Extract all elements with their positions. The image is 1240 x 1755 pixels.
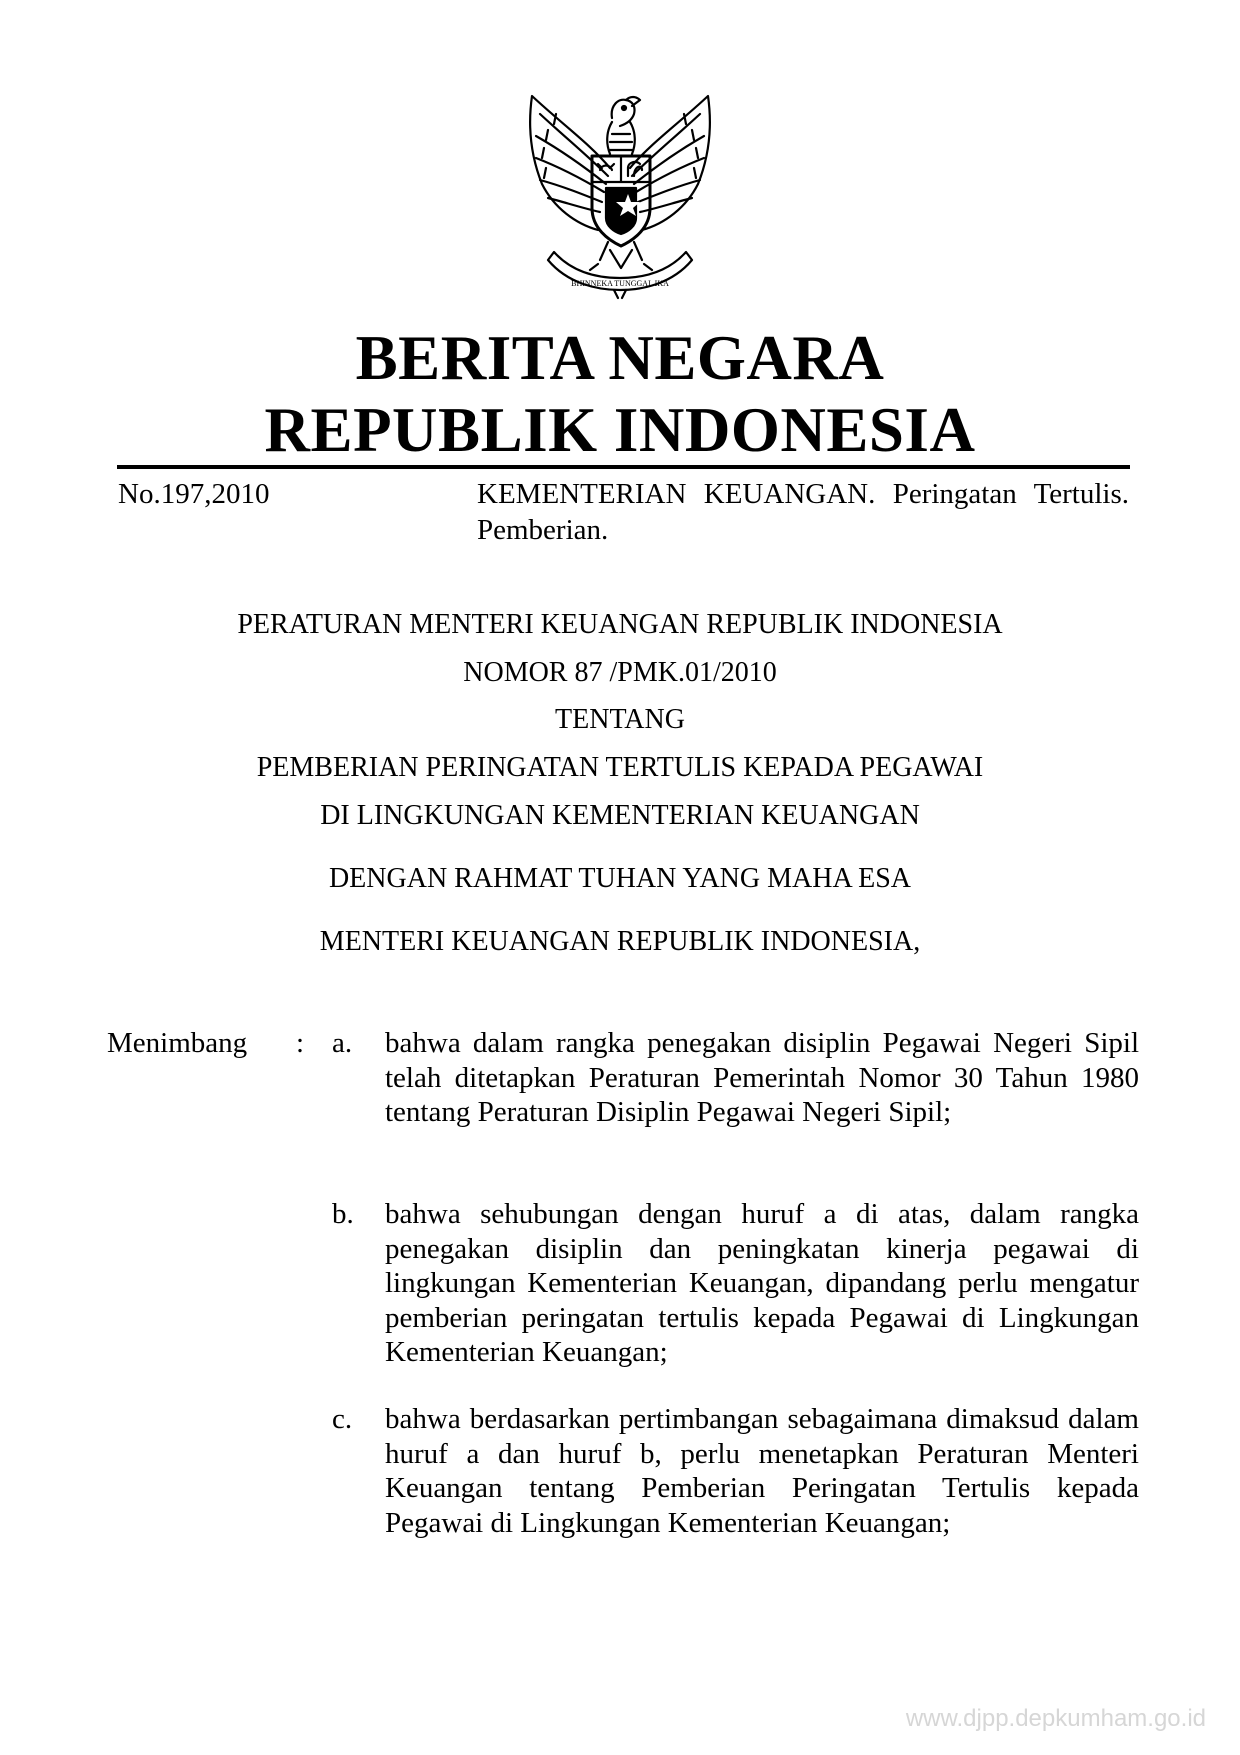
watermark-url: www.djpp.depkumham.go.id xyxy=(905,1705,1206,1732)
consideration-marker: a. xyxy=(332,1027,353,1059)
consideration-marker: b. xyxy=(332,1198,354,1230)
considerations-colon: : xyxy=(296,1027,305,1059)
preamble-minister: MENTERI KEUANGAN REPUBLIK INDONESIA, xyxy=(319,926,921,957)
regulation-number: NOMOR 87 /PMK.01/2010 xyxy=(463,657,777,688)
gazette-subject: KEMENTERIAN KEUANGAN. Peringatan Tertulis. Pemberian. xyxy=(477,478,1129,546)
header-divider xyxy=(117,465,1130,469)
consideration-text: bahwa sehubungan dengan huruf a di atas, dalam rangka penegakan disiplin dan peningkatan kinerja pegawai di lingkungan Kementerian Keuangan, dipandang perlu mengatur pemberian peringatan tertulis kepada Pegawai di Lingkungan Kementerian Keuangan; xyxy=(385,1198,1139,1368)
consideration-text: bahwa dalam rangka penegakan disiplin Pegawai Negeri Sipil telah ditetapkan Peraturan Pemerintah Nomor 30 Tahun 1980 tentang Peraturan Disiplin Pegawai Negeri Sipil; xyxy=(385,1027,1139,1128)
garuda-emblem-icon xyxy=(518,84,722,300)
consideration-marker: c. xyxy=(332,1403,353,1435)
consideration-text: bahwa berdasarkan pertimbangan sebagaimana dimaksud dalam huruf a dan huruf b, perlu menetapkan Peraturan Menteri Keuangan tentang Pemberian Peringatan Tertulis kepada Pegawai di Lingkungan Kementerian Keuangan; xyxy=(385,1403,1139,1539)
emblem-motto: BHINNEKA TUNGGAL IKA xyxy=(571,279,669,288)
regulation-about: TENTANG xyxy=(555,704,685,735)
gazette-number: No.197,2010 xyxy=(118,478,270,510)
regulation-subject-line1: PEMBERIAN PERINGATAN TERTULIS KEPADA PEGAWAI xyxy=(256,752,984,783)
regulation-title: PERATURAN MENTERI KEUANGAN REPUBLIK INDONESIA xyxy=(237,609,1003,640)
preamble-grace: DENGAN RAHMAT TUHAN YANG MAHA ESA xyxy=(328,863,912,894)
regulation-subject-line2: DI LINGKUNGAN KEMENTERIAN KEUANGAN xyxy=(320,800,920,831)
gazette-title-line2: REPUBLIK INDONESIA xyxy=(264,395,976,465)
gazette-title-line1: BERITA NEGARA xyxy=(355,323,885,393)
considerations-label: Menimbang xyxy=(107,1027,248,1059)
